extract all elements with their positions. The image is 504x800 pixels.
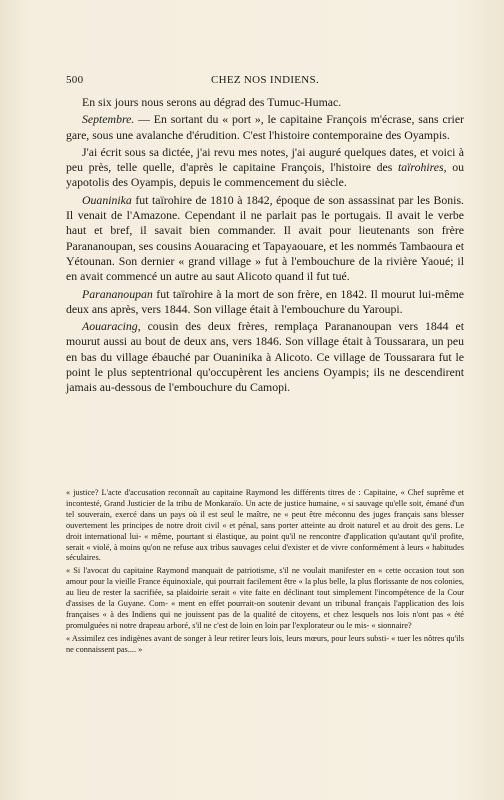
paragraph: En six jours nous serons au dégrad des Tumuc-Humac.: [82, 95, 342, 109]
paragraph-lead: Parananoupan: [82, 286, 153, 301]
paragraph: Ouaninika fut taïrohire de 1810 à 1842, époque de son assassinat par les Bonis. Il venait de l'Amazone. Cependant il ne parlait pas le portugais. Il avait le verbe haut et bref, il savait bien commander. Il avait pour lieutenants son frère Parananoupan, ses cousins Aouaracing et Tapayaouare, et les nommés Tambaoura et Yétounan. Son dernier « grand village » fut à l'embouchure de la rivière Yaoué; il en avait commencé un autre au saut Alicoto quand il fut tué.: [66, 192, 464, 284]
paragraph: Septembre. — En sortant du « port », le capitaine François m'écrase, sans crier gare, sous une avalanche d'érudition. C'est l'histoire contemporaine des Oyampis.: [66, 112, 464, 142]
paragraph-lead: Ouaninika: [82, 192, 132, 207]
running-title: CHEZ NOS INDIENS.: [210, 74, 320, 86]
footnote-paragraph: « Assimilez ces indigènes avant de songer à leur retirer leurs lois, leurs mœurs, pour leurs substi- « tuer les nôtres qu'ils ne connaissent pas.... »: [66, 633, 464, 654]
paragraph-lead: Septembre.: [82, 112, 135, 127]
paragraph: Parananoupan fut taïrohire à la mort de son frère, en 1842. Il mourut lui-même deux ans après, vers 1844. Son village était à l'embouchure du Yaroupi.: [66, 286, 464, 316]
footnotes: [66, 488, 464, 656]
paragraph: Aouaracing, cousin des deux frères, remplaça Parananoupan vers 1844 et mourut aussi au bout de deux ans, vers 1846. Son village était à Toussarara, un peu en bas du village ébauché par Ouaninika à Alicoto. Ce village de Toussarara fut le point le plus septentrional qu'occupèrent les anciens Oyampis; ils ne descendirent jamais au-dessous de l'embouchure du Camopi.: [66, 319, 464, 395]
page-number: 500: [66, 74, 84, 86]
italic-term: taïrohires: [397, 160, 444, 175]
footnote-paragraph: « Si l'avocat du capitaine Raymond manquait de patriotisme, s'il ne voulait manifester en « cette occasion tout son amour pour la vieille France équinoxiale, qui pourrait facilement être « la plus belle, la plus florissante de nos colonies, au lieu de rester la sacrifiée, sa plaidoirie serait « vite faite en déclinant tout simplement l'incompétence de la Cour d'assises de la Guyane. Com- « ment en effet pourrait-on soutenir devant un tribunal français l'application des lois françaises « à des Indiens qui ne jouissent pas de la qualité de citoyens, et chez lesquels nos lois n'ont pas « été promulguées ni notre drapeau arboré, s'il ne c'est de loin en loin par l'explorateur ou le mis- « sionnaire?: [66, 566, 464, 630]
main-text: [66, 95, 464, 398]
footnote-paragraph: « justice? L'acte d'accusation reconnaît au capitaine Raymond les différents titres de : Capitaine, « Chef suprême et incontesté, Grand Justicier de la tribu de Monkaraïo. Un acte de justice humaine, « si sauvage qu'elle soit, émané d'un tel souverain, exercé dans un pays où il est seul le maître, ne « peut être méconnu des juges français sans blesser ouvertement les principes de notre droit civil « et pénal, sans porter atteinte au droit naturel et au droit des gens. Le droit international lui- « même, pourtant si élastique, au point qu'il ne rencontre d'application qu'autant qu'il profite, serait « violé, à moins qu'on ne refuse aux tribus sauvages celui d'exister et de vivre conformément à leurs « habitudes séculaires.: [66, 488, 464, 563]
paragraph-lead: Aouaracing: [82, 319, 138, 334]
paragraph: J'ai écrit sous sa dictée, j'ai revu mes notes, j'ai auguré quelques dates, et voici à peu près, telle quelle, d'après le capitaine François, l'histoire des taïrohires, ou yapotolis des Oyampis, depuis le commencement du siècle.: [66, 144, 465, 190]
